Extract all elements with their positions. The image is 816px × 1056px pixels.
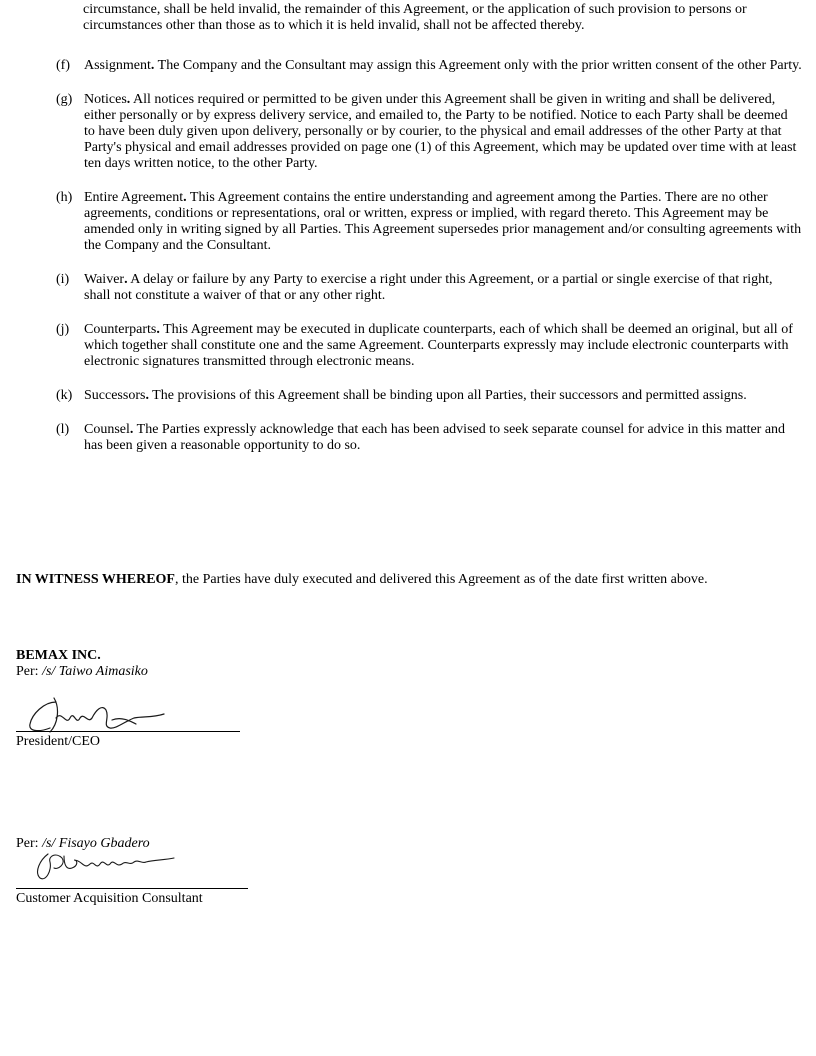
clause-h: (h) Entire Agreement. This Agreement contains the entire understanding and agreement among the Parties. There are no other agreements, conditions or representations, oral or written, express or implied, with regard thereto. This Agreement may be amended only in writing signed by all Parties. This Agreement supersedes prior management and/or consulting agreements with the Company and the Consultant. — [56, 190, 802, 253]
clause-label: (j) — [56, 322, 70, 337]
clause-body: A delay or failure by any Party to exercise a right under this Agreement, or a partial or single exercise of that right, shall not constitute a waiver of that or any other right. — [84, 272, 773, 303]
signature-taiwo-aimasiko — [26, 692, 176, 740]
clause-body: The provisions of this Agreement shall be binding upon all Parties, their successors and permitted assigns. — [148, 388, 747, 403]
clause-label: (h) — [56, 190, 73, 205]
signatory-1-title: President/CEO — [16, 734, 100, 749]
clause-k: (k) Successors. The provisions of this Agreement shall be binding upon all Parties, their successors and permitted assigns. — [56, 388, 747, 403]
signatory-1-name: /s/ Taiwo Aimasiko — [42, 664, 148, 679]
clause-body: This Agreement contains the entire understanding and agreement among the Parties. There are no other agreements, conditions or representations, oral or written, express or implied, with regard thereto. This Agreement may be amended only in writing signed by all Parties. This Agreement supersedes prior management and/or consulting agreements with the Company and the Consultant. — [84, 190, 802, 253]
clause-title: Counsel — [84, 422, 130, 437]
clause-body: This Agreement may be executed in duplicate counterparts, each of which shall be deemed an original, but all of which together shall constitute one and the same Agreement. Counterparts expressly may include electronic counterparts with electronic signatures transmitted through electronic means. — [84, 322, 793, 369]
clause-title: Entire Agreement — [84, 190, 184, 205]
witness-text: , the Parties have duly executed and delivered this Agreement as of the date first written above. — [174, 572, 708, 587]
signatory-2-title: Customer Acquisition Consultant — [16, 891, 203, 906]
signature-line-2 — [16, 888, 248, 889]
witness-paragraph — [16, 572, 796, 588]
clause-label: (i) — [56, 272, 70, 287]
signatory-2-per: Per: /s/ Fisayo Gbadero — [16, 836, 150, 851]
clause-list — [56, 58, 802, 472]
clause-g: (g) Notices. All notices required or permitted to be given under this Agreement shall be given in writing and shall be delivered, either personally or by express delivery service, and emailed to, the Party to be notified. Notice to each Party shall be deemed to have been duly given upon delivery, personally or by courier, to the physical and email addresses of the other Party at that Party's physical and email addresses provided on page one (1) of this Agreement, which may be updated over time with at least ten days written notice, to the other Party. — [56, 92, 797, 171]
clause-label: (g) — [56, 92, 73, 107]
clause-j: (j) Counterparts. This Agreement may be executed in duplicate counterparts, each of which shall be deemed an original, but all of which together shall constitute one and the same Agreement. Counterparts expressly may include electronic counterparts with electronic signatures transmitted through electronic means. — [56, 322, 793, 369]
signature-fisayo-gbadero — [30, 850, 180, 884]
clause-title: Successors — [84, 388, 146, 403]
clause-label: (f) — [56, 58, 70, 73]
clause-title: Counterparts — [84, 322, 157, 337]
clause-label: (l) — [56, 422, 70, 437]
clause-body: The Parties expressly acknowledge that each has been advised to seek separate counsel for advice in this matter and has been given a reasonable opportunity to do so. — [84, 422, 786, 453]
clause-f: (f) Assignment. The Company and the Consultant may assign this Agreement only with the prior written consent of the other Party. — [56, 58, 802, 73]
clause-title: Notices — [84, 92, 127, 107]
clause-title: Assignment — [84, 58, 151, 73]
company-name: BEMAX INC. — [16, 648, 101, 663]
clause-body: All notices required or permitted to be given under this Agreement shall be given in writing and shall be delivered, either personally or by express delivery service, and emailed to, the Party to be notified. Notice to each Party shall be deemed to have been duly given upon delivery, personally or by courier, to the physical and email addresses of the other Party at that Party's physical and email addresses provided on page one (1) of this Agreement, which may be updated over time with at least ten days written notice, to the other Party. — [84, 92, 797, 171]
clause-i: (i) Waiver. A delay or failure by any Party to exercise a right under this Agreement, or a partial or single exercise of that right, shall not constitute a waiver of that or any other right. — [56, 272, 773, 303]
signatory-2-name: /s/ Fisayo Gbadero — [42, 836, 150, 851]
clause-l: (l) Counsel. The Parties expressly acknowledge that each has been advised to seek separate counsel for advice in this matter and has been given a reasonable opportunity to do so. — [56, 422, 786, 453]
signature-line-1 — [16, 731, 240, 732]
witness-lead: IN WITNESS WHEREOF — [16, 572, 175, 587]
clause-label: (k) — [56, 388, 73, 403]
previous-clause-continuation: circumstance, shall be held invalid, the remainder of this Agreement, or the application of such provision to persons or circumstances other than those as to which it is held invalid, shall not be affected thereby. — [83, 2, 747, 33]
clause-body: The Company and the Consultant may assign this Agreement only with the prior written consent of the other Party. — [154, 58, 802, 73]
clause-title: Waiver — [84, 272, 125, 287]
signatory-1-per: Per: /s/ Taiwo Aimasiko — [16, 664, 148, 679]
